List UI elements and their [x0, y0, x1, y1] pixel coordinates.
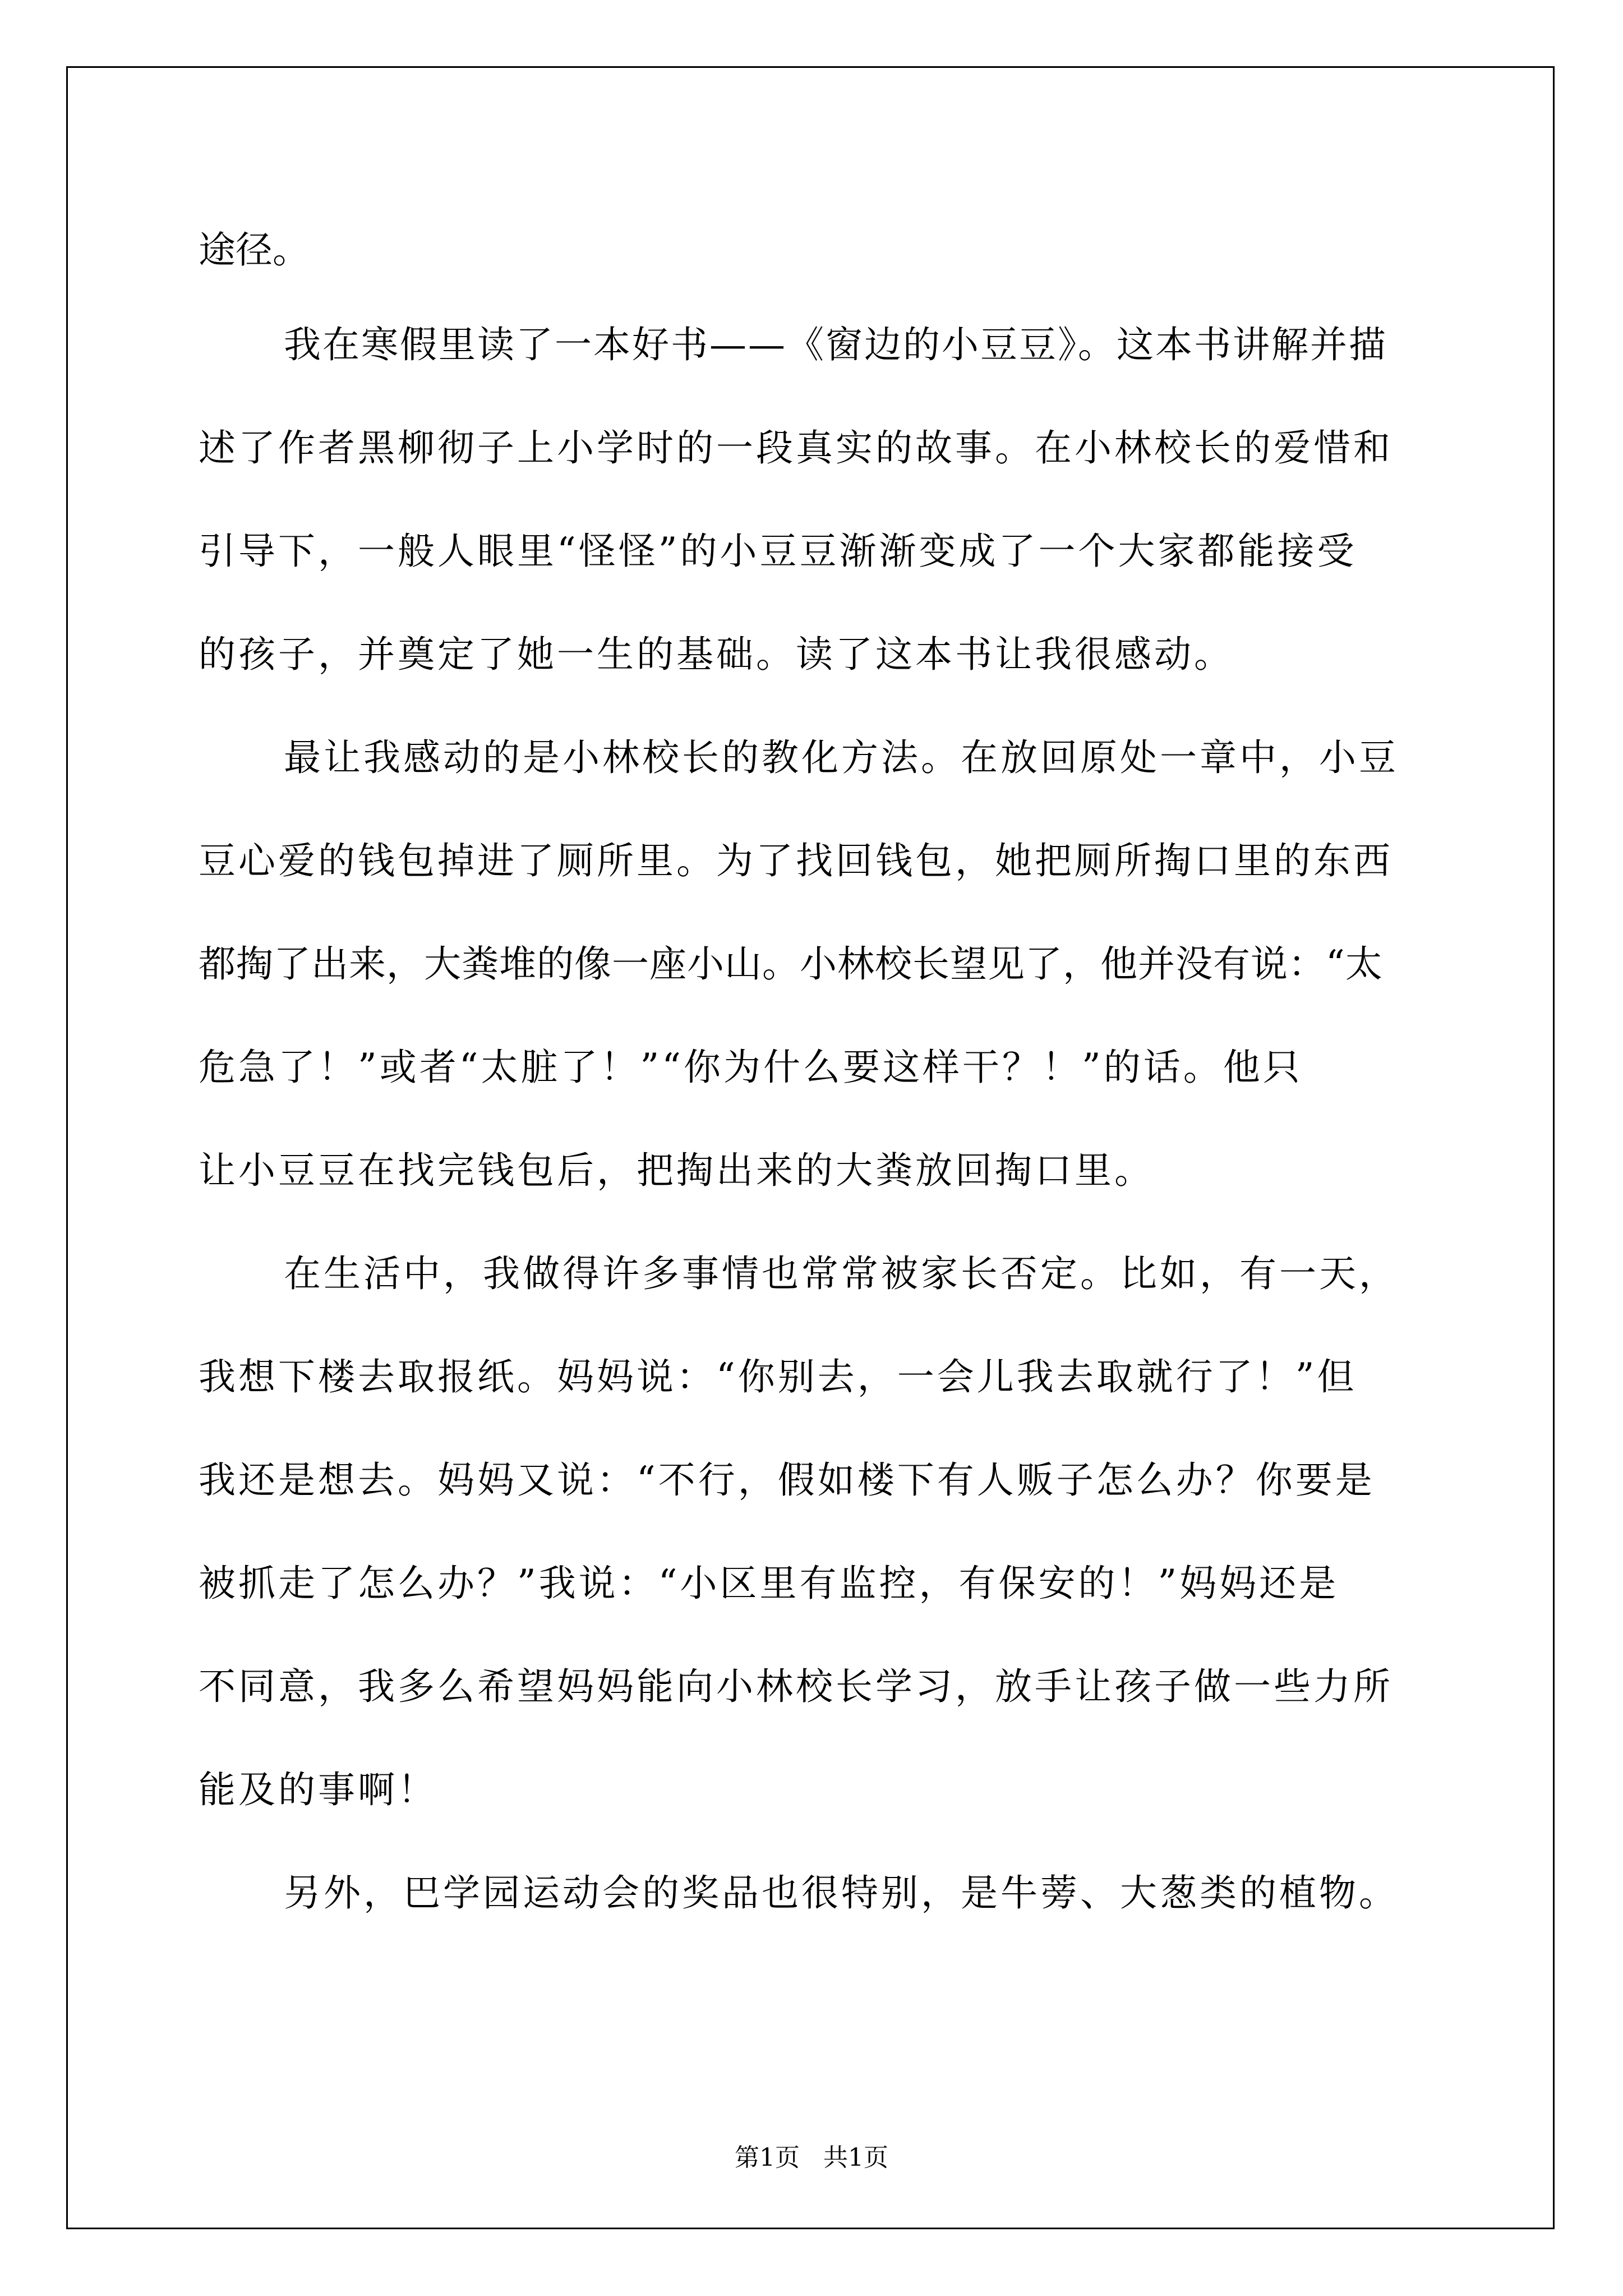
text-line-3: 述了作者黑柳彻子上小学时的一段真实的故事。在小林校长的爱惜和	[199, 426, 1393, 470]
text-line-4: 引导下，一般人眼里“怪怪”的小豆豆渐渐变成了一个大家都能接受	[199, 530, 1357, 573]
text-line-2: 我在寒假里读了一本好书——《窗边的小豆豆》。这本书讲解并描	[284, 323, 1387, 366]
text-line-14: 被抓走了怎么办？”我说：“小区里有监控，有保安的！”妈妈还是	[199, 1562, 1339, 1605]
text-line-15: 不同意，我多么希望妈妈能向小林校长学习，放手让孩子做一些力所	[199, 1665, 1393, 1708]
text-line-5: 的孩子，并奠定了她一生的基础。读了这本书让我很感动。	[199, 633, 1234, 676]
text-line-16: 能及的事啊！	[199, 1768, 437, 1811]
text-line-7: 豆心爱的钱包掉进了厕所里。为了找回钱包，她把厕所掏口里的东西	[199, 839, 1393, 882]
text-line-10: 让小豆豆在找完钱包后，把掏出来的大粪放回掏口里。	[199, 1149, 1154, 1192]
text-line-8: 都掏了出来，大粪堆的像一座小山。小林校长望见了，他并没有说：“太	[199, 942, 1383, 986]
text-line-13: 我还是想去。妈妈又说：“不行，假如楼下有人贩子怎么办？你要是	[199, 1458, 1375, 1502]
text-line-11: 在生活中，我做得许多事情也常常被家长否定。比如，有一天，	[284, 1252, 1399, 1295]
page-number-footer: 第1页 共1页	[735, 2143, 888, 2172]
text-line-12: 我想下楼去取报纸。妈妈说：“你别去，一会儿我去取就行了！”但	[199, 1355, 1357, 1398]
text-line-9: 危急了！”或者“太脏了！”“你为什么要这样干？！”的话。他只	[199, 1046, 1303, 1089]
text-line-1: 途径。	[199, 228, 310, 272]
text-line-6: 最让我感动的是小林校长的教化方法。在放回原处一章中，小豆	[284, 736, 1399, 779]
text-line-17: 另外，巴学园运动会的奖品也很特别，是牛蒡、大葱类的植物。	[284, 1871, 1399, 1915]
